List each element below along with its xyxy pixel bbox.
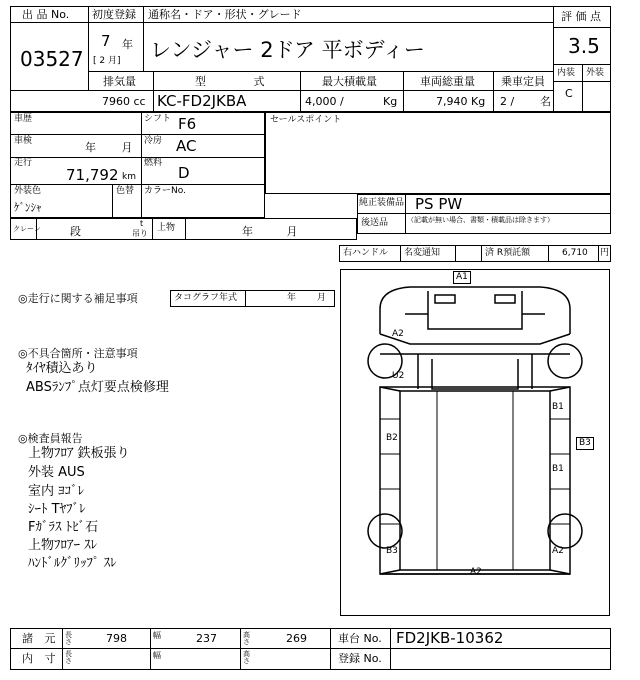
tachograph-label: タコグラフ年式 (174, 293, 238, 303)
gross-weight-value: 7,940 Kg (436, 95, 486, 108)
mileage-unit: km (122, 172, 136, 182)
crane-lift: 吊り (132, 229, 148, 238)
chassis-value: FD2JKB-10362 (396, 629, 504, 647)
displacement-value: 7960 cc (102, 95, 146, 108)
interior-grade: C (565, 87, 573, 100)
mileage-value: 71,792 (66, 166, 119, 184)
length-value: 798 (106, 632, 127, 645)
defect-line: ABSﾗﾝﾌﾟ点灯要点検修理 (26, 380, 169, 395)
mark-a2-rear-right: A2 (552, 546, 564, 556)
inspector-line: 外装 AUS (28, 465, 85, 480)
shift-label: シフト (144, 114, 172, 124)
bed-label: 上物 (157, 223, 176, 233)
crane-ton: t (140, 219, 144, 228)
inspector-line: 上物ﾌﾛｱｰ ｽﾚ (28, 538, 98, 553)
tachograph-value: 年 月 (287, 293, 326, 303)
displacement-label: 排気量 (103, 75, 136, 88)
height-label: 高さ (243, 631, 250, 646)
mark-a1: A1 (453, 271, 471, 284)
color-change-label: 色替 (116, 186, 135, 196)
carname-label: 通称名・ドア・形状・グレード (148, 8, 302, 21)
max-load-unit: Kg (383, 95, 398, 108)
name-change-label: 名変通知 (404, 248, 441, 258)
mark-b3-right: B3 (576, 437, 594, 450)
aftermarket-note: （記載が無い場合、書類・積載品は除きます） (407, 216, 554, 224)
details-frame (10, 112, 265, 218)
shift-value: F6 (178, 115, 197, 133)
inspection-value: 年 月 (85, 141, 133, 154)
inner-width-label: 幅 (153, 651, 161, 660)
first-reg-year: 7 (101, 32, 111, 50)
supplement-title: ◎走行に関する補足事項 (18, 292, 138, 305)
factory-equip-label: 純正装備品 (359, 198, 405, 208)
width-value: 237 (196, 632, 217, 645)
exterior-grade-label: 外装 (586, 68, 605, 78)
mark-a2-rear: A2 (470, 567, 482, 577)
lot-label: 出 品 No. (22, 8, 70, 21)
reg-label: 登録 No. (338, 652, 382, 665)
inspector-line: Fｶﾞﾗｽ ﾄﾋﾞ石 (28, 520, 99, 535)
fuel-label: 燃料 (144, 158, 163, 168)
mark-b2: B2 (386, 433, 398, 443)
max-load-label: 最大積載量 (322, 75, 377, 88)
mark-b1-upper: B1 (552, 402, 564, 412)
ac-value: AC (176, 137, 197, 155)
interior-grade-label: 内装 (557, 68, 576, 78)
mark-u2: U2 (392, 371, 405, 381)
history-label: 車歴 (14, 114, 33, 124)
mark-b1-lower: B1 (552, 464, 564, 474)
bed-value: 年 月 (242, 225, 298, 238)
height-value: 269 (286, 632, 307, 645)
inner-dims-label: 内 寸 (22, 652, 56, 665)
first-reg-label: 初度登録 (92, 8, 136, 21)
crane-row (10, 218, 357, 240)
width-label: 幅 (153, 631, 161, 640)
chassis-label: 車台 No. (338, 632, 382, 645)
crane-stage: 段 (70, 225, 81, 238)
handle-value: 右ハンドル (343, 248, 389, 258)
inspector-line: 室内 ﾖｺﾞﾚ (28, 484, 85, 499)
capacity-label: 乗車定員 (501, 75, 545, 88)
inspection-label: 車検 (14, 136, 33, 146)
defects-title: ◎不具合箇所・注意事項 (18, 347, 138, 360)
model-label: 型 式 (195, 75, 287, 88)
exterior-color-value: ｹﾞﾝｼｬ (14, 201, 42, 214)
model-value: KC-FD2JKBA (157, 92, 247, 110)
lot-number: 03527 (20, 47, 84, 71)
mark-a2-front: A2 (392, 329, 404, 339)
capacity-value: 2 / (500, 95, 515, 108)
inspector-line: 上物ﾌﾛｱ 鉄板張り (28, 446, 130, 461)
recycle-value: 6,710 (562, 248, 588, 258)
dims-label: 諸 元 (22, 632, 56, 645)
capacity-unit: 名 (540, 95, 551, 108)
factory-equip-value: PS PW (415, 195, 463, 213)
length-label: 長さ (65, 631, 72, 646)
inspector-title: ◎検査員報告 (18, 432, 83, 445)
sales-point-label: セールスポイント (270, 115, 342, 125)
color-no-label: カラーNo. (144, 186, 186, 196)
inspector-line: ﾊﾝﾄﾞﾙｸﾞﾘｯﾌﾟ ｽﾚ (28, 556, 117, 571)
gross-weight-label: 車両総重量 (420, 75, 475, 88)
inner-height-label: 高さ (243, 650, 250, 665)
crane-label: クレーン (13, 225, 41, 233)
inner-length-label: 長さ (65, 650, 72, 665)
exterior-color-label: 外装色 (14, 186, 42, 196)
aftermarket-label: 後送品 (361, 218, 389, 228)
max-load-value: 4,000 / (305, 95, 344, 108)
score-label: 評 価 点 (561, 10, 601, 23)
ac-label: 冷房 (144, 136, 163, 146)
car-name: レンジャー 2ドア 平ボディー (150, 38, 425, 62)
recycle-unit: 円 (600, 248, 610, 258)
first-reg-month: [ 2 月] (93, 56, 121, 66)
recycle-label: 済 R預託額 (485, 248, 531, 258)
truck-diagram (340, 269, 610, 616)
defect-line: ﾀｲﾔ積込あり (26, 361, 98, 376)
inspector-line: ｼｰﾄ Tﾔﾌﾞﾚ (28, 502, 86, 517)
mileage-label: 走行 (14, 158, 33, 168)
year-unit: 年 (122, 38, 133, 51)
fuel-value: D (178, 164, 190, 182)
footer-frame (10, 628, 611, 670)
score-value: 3.5 (568, 34, 600, 58)
mark-b3-rear: B3 (386, 546, 398, 556)
